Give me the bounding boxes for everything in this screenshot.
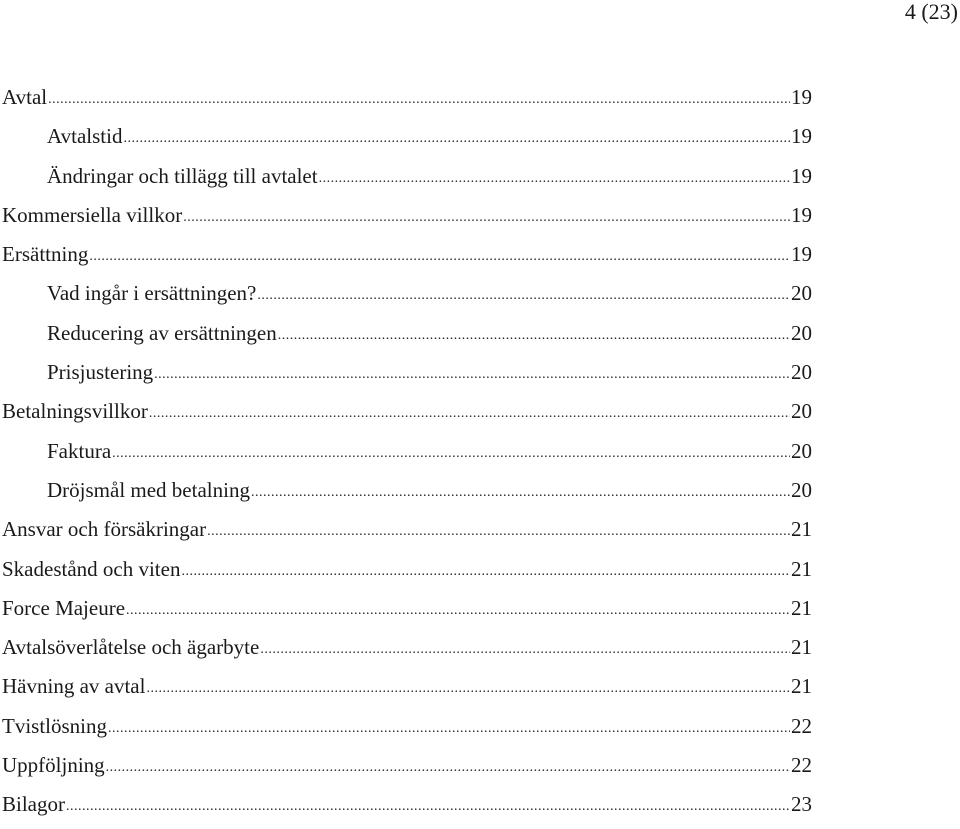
toc-dot-leader <box>278 317 790 351</box>
toc-dot-leader <box>66 788 790 822</box>
toc-entry-page: 20 <box>791 281 812 306</box>
toc-dot-leader <box>183 199 790 233</box>
toc-dot-leader <box>106 749 790 783</box>
toc-entry-title: Avtalsöverlåtelse och ägarbyte <box>2 635 260 660</box>
toc-entry-title: Dröjsmål med betalning <box>47 477 250 502</box>
toc-entry[interactable] <box>2 357 812 396</box>
toc-entry[interactable] <box>2 278 812 317</box>
toc-dot-leader <box>207 513 790 547</box>
toc-entry-title: Faktura <box>47 438 112 463</box>
toc-entry-title: Ersättning <box>2 242 89 267</box>
toc-dot-leader <box>319 160 790 194</box>
toc-entry[interactable] <box>2 632 812 671</box>
toc-entry-page: 22 <box>791 753 812 778</box>
toc-entry-title: Avtalstid <box>47 124 123 149</box>
toc-entry[interactable] <box>2 396 812 435</box>
toc-entry-title: Vad ingår i ersättningen? <box>47 281 257 306</box>
toc-entry[interactable] <box>2 750 812 789</box>
toc-entry-page: 21 <box>791 635 812 660</box>
toc-entry[interactable] <box>2 554 812 593</box>
toc-entry[interactable] <box>2 671 812 710</box>
toc-entry-page: 22 <box>791 713 812 738</box>
toc-dot-leader <box>257 277 790 311</box>
toc-entry-page: 23 <box>791 792 812 817</box>
toc-dot-leader <box>149 395 790 429</box>
toc-entry-title: Uppföljning <box>2 753 105 778</box>
toc-entry-page: 20 <box>791 438 812 463</box>
toc-entry-page: 19 <box>791 85 812 109</box>
toc-entry-page: 19 <box>791 163 812 188</box>
toc-entry[interactable] <box>2 593 812 632</box>
toc-entry-title: Kommersiella villkor <box>2 202 183 227</box>
toc-entry-page: 19 <box>791 124 812 149</box>
toc-dot-leader <box>154 356 790 390</box>
table-of-contents <box>2 82 812 829</box>
toc-entry-page: 20 <box>791 399 812 424</box>
toc-dot-leader <box>260 631 790 665</box>
toc-dot-leader <box>146 670 790 704</box>
toc-entry-title: Tvistlösning <box>2 713 108 738</box>
toc-entry-page: 20 <box>791 360 812 385</box>
toc-entry[interactable] <box>2 475 812 514</box>
toc-dot-leader <box>48 81 790 115</box>
toc-entry[interactable] <box>2 200 812 239</box>
toc-entry-page: 21 <box>791 674 812 699</box>
toc-entry-title: Force Majeure <box>2 595 126 620</box>
toc-entry-page: 21 <box>791 517 812 542</box>
toc-entry-page: 19 <box>791 202 812 227</box>
toc-entry[interactable] <box>2 318 812 357</box>
toc-entry-title: Ansvar och försäkringar <box>2 517 207 542</box>
toc-entry-page: 21 <box>791 595 812 620</box>
toc-dot-leader <box>108 710 790 744</box>
toc-entry-page: 20 <box>791 320 812 345</box>
toc-entry-title: Skadestånd och viten <box>2 556 181 581</box>
toc-entry[interactable] <box>2 436 812 475</box>
toc-entry-page: 21 <box>791 556 812 581</box>
toc-dot-leader <box>126 592 790 626</box>
toc-entry[interactable] <box>2 514 812 553</box>
toc-entry[interactable] <box>2 121 812 160</box>
toc-entry-title: Reducering av ersättningen <box>47 320 277 345</box>
toc-entry-title: Bilagor <box>2 792 65 817</box>
toc-dot-leader <box>123 120 790 154</box>
toc-entry-title: Hävning av avtal <box>2 674 146 699</box>
toc-entry-title: Avtal <box>2 85 48 109</box>
toc-dot-leader <box>89 238 790 272</box>
toc-entry[interactable] <box>2 82 812 121</box>
toc-entry[interactable] <box>2 161 812 200</box>
toc-entry-page: 20 <box>791 477 812 502</box>
toc-dot-leader <box>181 553 790 587</box>
toc-entry-title: Ändringar och tillägg till avtalet <box>47 163 318 188</box>
toc-entry-page: 19 <box>791 242 812 267</box>
toc-dot-leader <box>251 474 790 508</box>
toc-entry[interactable] <box>2 711 812 750</box>
page-indicator: 4 (23) <box>904 0 958 24</box>
toc-entry-title: Prisjustering <box>47 360 154 385</box>
toc-entry-title: Betalningsvillkor <box>2 399 148 424</box>
toc-dot-leader <box>112 435 790 469</box>
toc-entry[interactable] <box>2 789 812 828</box>
toc-entry[interactable] <box>2 239 812 278</box>
